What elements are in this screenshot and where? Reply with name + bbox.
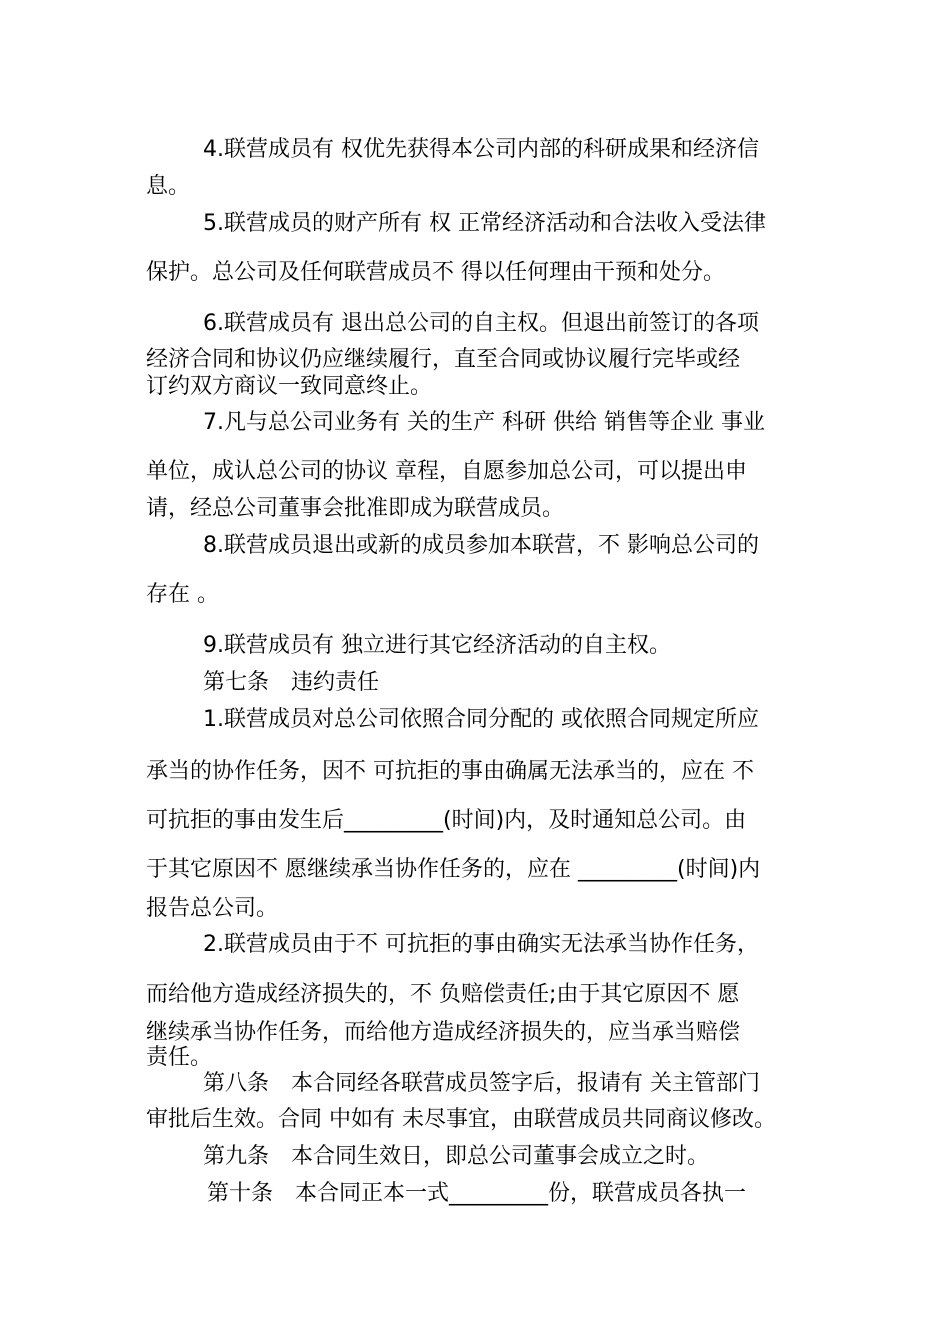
article-7-item-1-line-5: 报告总公司。: [146, 896, 279, 921]
clause-6-line-3: 订约双方商议一致同意终止。: [146, 374, 433, 399]
clause-9-line-1: 9.联营成员有 独立进行其它经济活动的自主权。: [203, 633, 671, 658]
clause-8-line-1: 8.联营成员退出或新的成员参加本联营，不 影响总公司的: [203, 533, 759, 558]
article-7-item-1-line-2: 承当的协作任务，因不 可抗拒的事由确属无法承当的，应在 不: [146, 759, 754, 784]
article-7-item-1-line-1: 1.联营成员对总公司依照合同分配的 或依照合同规定所应: [203, 707, 759, 732]
article-7-item-1-line-3: 可抗拒的事由发生后_________(时间)内，及时通知总公司。由: [146, 808, 747, 833]
clause-6-line-1: 6.联营成员有 退出总公司的自主权。但退出前签订的各项: [203, 311, 759, 336]
article-10-line-1: 第十条 本合同正本一式_________份，联营成员各执一: [207, 1181, 747, 1206]
article-7-item-2-line-1: 2.联营成员由于不 可抗拒的事由确实无法承当协作任务，: [203, 932, 759, 957]
clause-7-line-3: 请，经总公司董事会批准即成为联营成员。: [146, 496, 565, 521]
clause-4-line-1: 4.联营成员有 权优先获得本公司内部的科研成果和经济信: [203, 137, 759, 162]
article-7-heading: 第七条 违约责任: [203, 670, 380, 695]
clause-7-line-1: 7.凡与总公司业务有 关的生产 科研 供给 销售等企业 事业: [203, 410, 765, 435]
article-7-item-2-line-2: 而给他方造成经济损失的，不 负赔偿责任;由于其它原因不 愿: [146, 982, 740, 1007]
article-7-item-2-line-4: 责任。: [146, 1045, 213, 1070]
clause-8-line-2: 存在 。: [146, 582, 219, 607]
clause-5-line-2: 保护。总公司及任何联营成员不 得以任何理由干预和处分。: [146, 260, 725, 285]
article-8-line-1: 第八条 本合同经各联营成员签字后，报请有 关主管部门: [203, 1071, 760, 1096]
clause-5-line-1: 5.联营成员的财产所有 权 正常经济活动和合法收入受法律: [203, 211, 766, 236]
article-7-item-1-line-4: 于其它原因不 愿继续承当协作任务的，应在 _________(时间)内: [146, 857, 761, 882]
clause-4-line-2: 息。: [146, 174, 191, 199]
clause-7-line-2: 单位，成认总公司的协议 章程，自愿参加总公司，可以提出申: [146, 459, 747, 484]
article-7-item-2-line-3: 继续承当协作任务，而给他方造成经济损失的，应当承当赔偿: [146, 1020, 741, 1045]
article-9-line-1: 第九条 本合同生效日，即总公司董事会成立之时。: [203, 1144, 710, 1169]
clause-6-line-2: 经济合同和协议仍应继续履行，直至合同或协议履行完毕或经: [146, 347, 741, 372]
article-8-line-2: 审批后生效。合同 中如有 未尽事宜，由联营成员共同商议修改。: [146, 1107, 776, 1132]
